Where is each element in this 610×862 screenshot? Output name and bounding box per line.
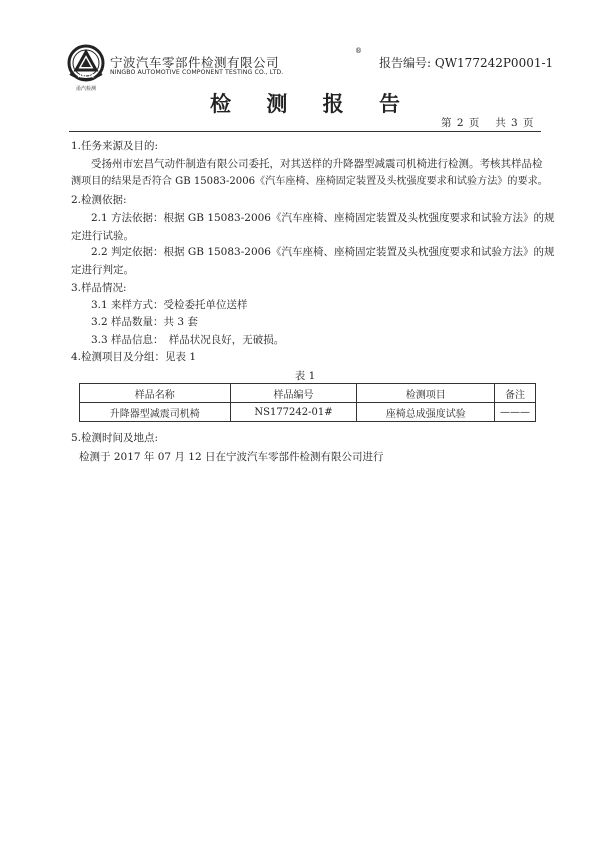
table-header-cell: 样品编号 (230, 384, 357, 403)
section-2-2-line2: 定进行判定。 (71, 264, 134, 276)
report-number (379, 54, 553, 71)
table-cell: 座椅总成强度试验 (357, 403, 495, 422)
report-number-label: 报告编号: (379, 56, 432, 70)
section-1-body-line2: 测项目的结果是否符合 GB 15083-2006《汽车座椅、座椅固定装置及头枕强度要求和试验方法》的要求。 (71, 176, 548, 187)
table-cell: ——— (495, 403, 536, 422)
section-2-2-line1: 2.2 判定依据：根据 GB 15083-2006《汽车座椅、座椅固定装置及头枕强度要求和试验方法》的规 (91, 246, 555, 258)
section-5-heading: 5.检测时间及地点: (71, 432, 159, 444)
page-indicator: 第 2 页 共 3 页 (441, 117, 534, 129)
registered-mark: ® (355, 47, 362, 55)
header-divider (69, 131, 541, 132)
section-2-heading: 2.检测依据: (71, 194, 127, 206)
company-logo (66, 44, 106, 92)
section-2-1-line1: 2.1 方法依据：根据 GB 15083-2006《汽车座椅、座椅固定装置及头枕强度要求和试验方法》的规 (91, 212, 555, 224)
section-5-body: 检测于 2017 年 07 月 12 日在宁波汽车零部件检测有限公司进行 (79, 451, 384, 463)
table-header-row (80, 384, 536, 403)
section-3-1: 3.1 来样方式：受检委托单位送样 (91, 299, 248, 311)
section-1-body-line1: 受扬州市宏昌气动件制造有限公司委托，对其送样的升降器型减震司机椅进行检测。考核其样品检 (91, 158, 543, 170)
section-1-heading: 1.任务来源及目的: (71, 140, 159, 152)
company-name-en: NINGBO AUTOMOTIVE COMPONENT TESTING CO., LTD. (110, 69, 284, 76)
report-number-value: QW177242P0001-1 (434, 56, 554, 70)
table-cell: NS177242-01# (230, 403, 357, 422)
table-caption: 表 1 (294, 370, 316, 382)
sample-table (79, 383, 536, 422)
section-2-1-line2: 定进行试验。 (71, 230, 134, 242)
table-header-cell: 检测项目 (357, 384, 495, 403)
table-header-cell: 备注 (495, 384, 536, 403)
table-cell: 升降器型减震司机椅 (80, 403, 231, 422)
section-3-3: 3.3 样品信息： 样品状况良好，无破损。 (91, 334, 285, 346)
table-row (80, 403, 536, 422)
page-title: 检 测 报 告 (210, 92, 414, 116)
table-header-cell: 样品名称 (80, 384, 231, 403)
section-4-heading: 4.检测项目及分组：见表 1 (71, 351, 197, 363)
company-name-cn: 宁波汽车零部件检测有限公司 (110, 55, 280, 70)
section-3-heading: 3.样品情况: (71, 282, 127, 294)
logo-ring-text: NACTC (77, 74, 95, 80)
logo-small-text: 甬汽检测 (75, 86, 97, 92)
section-3-2: 3.2 样品数量：共 3 套 (91, 316, 198, 328)
